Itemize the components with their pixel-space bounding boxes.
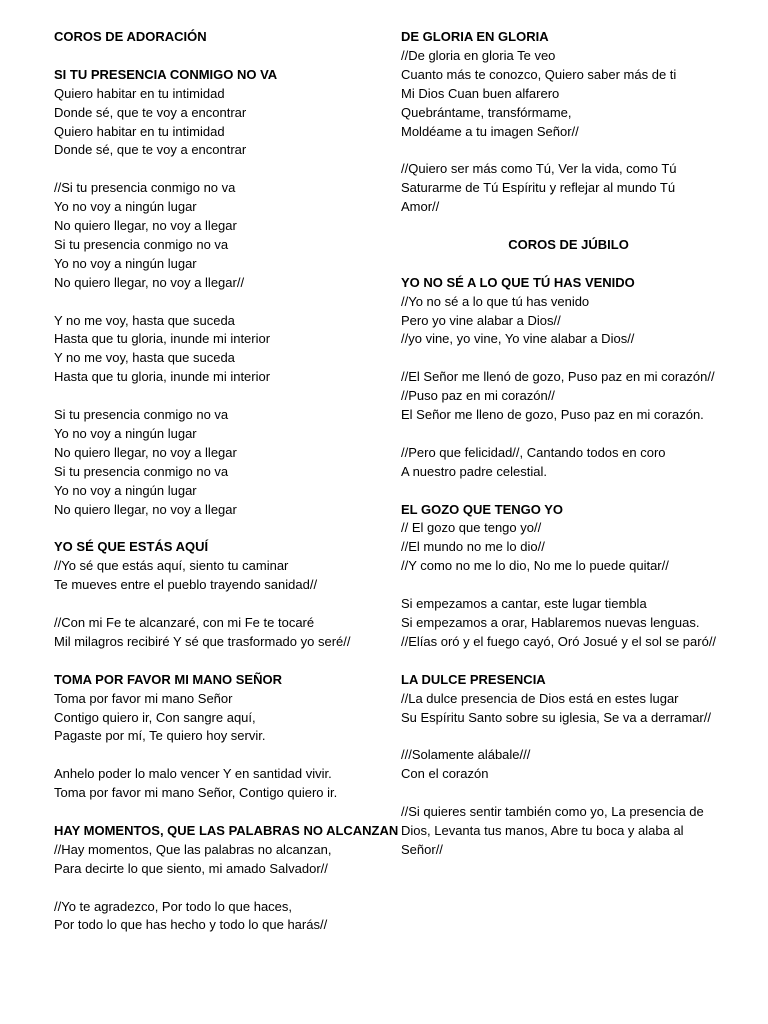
lyric-line: No quiero llegar, no voy a llegar// [54,274,245,290]
song-block [401,28,736,217]
lyric-line: Si tu presencia conmigo no va [54,407,229,423]
song-title: SI TU PRESENCIA CONMIGO NO VA [54,66,278,82]
lyric-line: Mil milagros recibiré Y sé que trasformado yo seré// [54,633,351,649]
lyric-line: Pero yo vine alabar a Dios// [401,312,561,328]
lyric-line: //Puso paz en mi corazón// [401,388,555,404]
lyric-line: Anhelo poder lo malo vencer Y en santidad vivir. [54,766,332,782]
lyric-line: //Quiero ser más como Tú, Ver la vida, como Tú [401,161,677,177]
lyric-line: Si empezamos a orar, Hablaremos nuevas lenguas. [401,614,700,630]
lyric-line: //La dulce presencia de Dios está en estes lugar [401,690,679,706]
lyric-line: Hasta que tu gloria, inunde mi interior [54,369,271,385]
section-heading-jubilo: COROS DE JÚBILO [508,236,629,252]
lyric-line: Amor// [401,199,440,215]
lyric-line: Su Espíritu Santo sobre su iglesia, Se va a derramar// [401,709,711,725]
lyric-line: Y no me voy, hasta que suceda [54,350,235,366]
lyric-line: //Y como no me lo dio, No me lo puede quitar// [401,558,669,574]
lyric-line: Hasta que tu gloria, inunde mi interior [54,331,271,347]
lyric-line: Quebrántame, transfórmame, [401,104,572,120]
song-block [401,671,736,860]
lyric-line: Si tu presencia conmigo no va [54,463,229,479]
lyric-line: //yo vine, yo vine, Yo vine alabar a Dios// [401,331,635,347]
lyric-line: Donde sé, que te voy a encontrar [54,104,247,120]
lyric-line: Donde sé, que te voy a encontrar [54,142,247,158]
lyric-line: //Elías oró y el fuego cayó, Oró Josué y el sol se paró// [401,633,717,649]
lyric-line: Mi Dios Cuan buen alfarero [401,85,560,101]
song-block [401,501,736,652]
lyric-line: Contigo quiero ir, Con sangre aquí, [54,709,256,725]
lyric-line: El Señor me lleno de gozo, Puso paz en mi corazón. [401,407,704,423]
lyric-line: Yo no voy a ningún lugar [54,255,197,271]
lyric-line: Quiero habitar en tu intimidad [54,123,225,139]
right-column [401,28,736,860]
song-block [54,822,399,935]
song-block [401,274,736,482]
lyric-line: ///Solamente alábale/// [401,747,531,763]
lyric-line: Toma por favor mi mano Señor, Contigo quiero ir. [54,785,338,801]
lyric-line: Por todo lo que has hecho y todo lo que harás// [54,917,328,933]
song-title: TOMA POR FAVOR MI MANO SEÑOR [54,671,282,687]
lyric-line: Y no me voy, hasta que suceda [54,312,235,328]
lyric-line: Yo no voy a ningún lugar [54,199,197,215]
lyric-line: No quiero llegar, no voy a llegar [54,218,237,234]
section-heading-adoracion: COROS DE ADORACIÓN [54,29,207,44]
lyric-line: Si tu presencia conmigo no va [54,236,229,252]
lyric-line: //Pero que felicidad//, Cantando todos en coro [401,444,666,460]
lyric-line: //Si quieres sentir también como yo, La presencia de [401,804,704,819]
lyric-line: Si empezamos a cantar, este lugar tiembla [401,596,647,612]
song-title: YO SÉ QUE ESTÁS AQUÍ [54,539,209,555]
lyric-line: No quiero llegar, no voy a llegar [54,501,237,517]
lyric-line: //Con mi Fe te alcanzaré, con mi Fe te tocaré [54,615,315,630]
song-block [54,66,389,520]
song-title: HAY MOMENTOS, QUE LAS PALABRAS NO ALCANZAN [54,822,399,838]
lyric-line: Con el corazón [401,766,489,782]
lyric-line: A nuestro padre celestial. [401,463,547,479]
lyric-line: //De gloria en gloria Te veo [401,47,556,63]
lyric-line: //Yo te agradezco, Por todo lo que haces, [54,898,293,914]
song-block [54,671,389,803]
left-column [54,28,399,935]
lyric-line: Cuanto más te conozco, Quiero saber más de ti [401,66,677,82]
song-title: YO NO SÉ A LO QUE TÚ HAS VENIDO [401,274,635,290]
lyric-line: Señor// [401,841,443,857]
lyric-line: No quiero llegar, no voy a llegar [54,444,237,460]
lyric-line: //Yo no sé a lo que tú has venido [401,293,590,309]
lyric-line: Para decirte lo que siento, mi amado Salvador// [54,860,328,876]
lyric-line: Quiero habitar en tu intimidad [54,85,225,101]
lyric-line: Toma por favor mi mano Señor [54,690,233,706]
lyric-line: Yo no voy a ningún lugar [54,482,197,498]
lyric-line: //Si tu presencia conmigo no va [54,180,236,196]
lyric-line: Moldéame a tu imagen Señor// [401,123,579,139]
lyric-line: //Yo sé que estás aquí, siento tu caminar [54,558,289,574]
lyric-line: Saturarme de Tú Espíritu y reflejar al mundo Tú [401,180,676,196]
lyric-line: // El gozo que tengo yo// [401,520,542,536]
lyric-line: //El Señor me llenó de gozo, Puso paz en mi corazón// [401,369,715,385]
lyric-line: Dios, Levanta tus manos, Abre tu boca y alaba al [401,822,684,838]
song-title: LA DULCE PRESENCIA [401,671,546,687]
lyric-line: Yo no voy a ningún lugar [54,425,197,441]
lyric-line: Te mueves entre el pueblo trayendo sanidad// [54,577,318,593]
song-block [54,538,389,651]
song-title: EL GOZO QUE TENGO YO [401,501,564,517]
lyric-line: //Hay momentos, Que las palabras no alcanzan, [54,841,332,857]
lyric-line: Pagaste por mí, Te quiero hoy servir. [54,728,266,744]
lyric-line: //El mundo no me lo dio// [401,539,545,555]
song-title: DE GLORIA EN GLORIA [401,29,549,44]
